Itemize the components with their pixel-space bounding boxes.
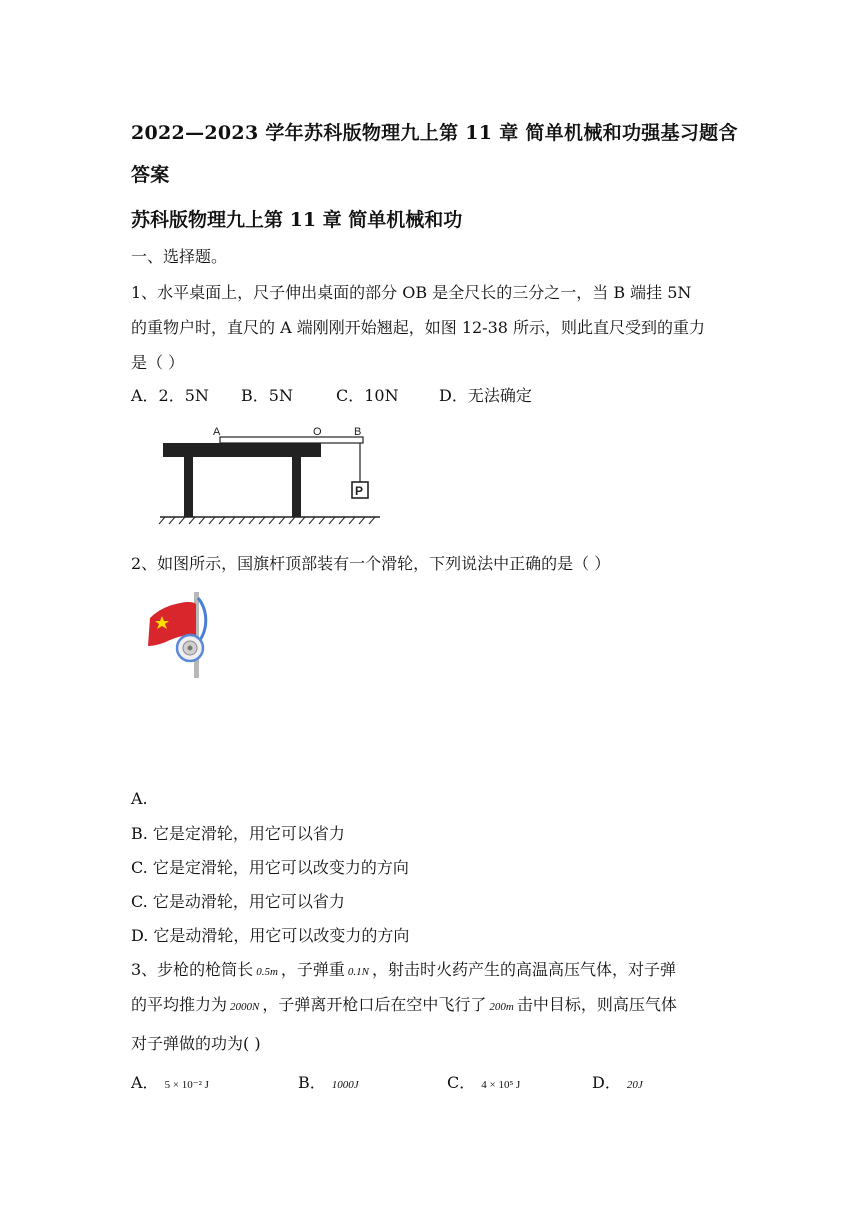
q1-option-b: B．5N [241,386,293,405]
rope-curve [198,598,206,640]
q3-text-5: ，子弹离开枪口后在空中飞行了 [262,995,487,1014]
q3-text-3: ，射击时火药产生的高温高压气体，对子弹 [372,960,677,979]
doc-title-line1: 2022—2023 学年苏科版物理九上第 11 章 简单机械和功强基习题含 [131,122,738,144]
q3-text-4: 的平均推力为 [131,995,228,1014]
ruler-shape [220,437,363,443]
q3-line3: 对子弹做的功为( ) [131,1034,261,1053]
q3-text-1: 3、步枪的枪筒长 [131,960,254,979]
ground-hatching [159,517,375,524]
q1-option-d: D．无法确定 [439,386,532,405]
q2-line1: 2、如图所示，国旗杆顶部装有一个滑轮，下列说法中正确的是（ ） [131,554,611,573]
point-a-label: A [213,426,221,438]
q1-lever-figure [155,422,385,528]
q3-option-a [131,1070,209,1093]
q2-option-c2: C. 它是动滑轮，用它可以省力 [131,892,345,911]
q2-option-c1: C. 它是定滑轮，用它可以改变力的方向 [131,858,409,877]
q3-option-b-value: 1000J [331,1079,359,1091]
q1-option-c: C．10N [336,386,399,405]
q3-option-a-label: A． [131,1073,159,1092]
q1-line3: 是（ ） [131,353,185,372]
q3-option-c-label: C． [447,1073,476,1092]
q3-bullet-weight: 0.1N [347,966,369,978]
q1-line2: 的重物户时，直尺的 A 端刚刚开始翘起，如图 12-38 所示，则此直尺受到的重力 [131,318,706,337]
q3-text-6: 击中目标，则高压气体 [516,995,677,1014]
q3-option-c [447,1070,520,1093]
q2-option-d: D. 它是动滑轮，用它可以改变力的方向 [131,926,410,945]
point-o-label: O [313,426,322,438]
q3-option-d-value: 20J [626,1079,643,1091]
q2-option-a: A. [131,789,148,808]
doc-title-line2: 答案 [131,164,170,186]
q2-option-b: B. 它是定滑轮，用它可以省力 [131,824,345,843]
doc-subtitle: 苏科版物理九上第 11 章 简单机械和功 [131,209,463,231]
q3-option-d [592,1070,643,1093]
point-b-label: B [354,426,362,438]
q3-option-d-label: D． [592,1073,621,1092]
table-leg-right [292,457,301,517]
table-top-shape [163,443,321,457]
q3-line2 [131,992,677,1015]
section-heading: 一、选择题。 [131,247,228,266]
q2-flagpole-figure [142,590,212,680]
q1-option-a: A．2．5N [131,386,209,405]
q3-option-c-value: 4 × 10⁵ J [481,1079,521,1091]
table-leg-left [184,457,193,517]
q3-line1 [131,957,676,980]
q3-push-force: 2000N [230,1001,260,1013]
q3-barrel-length: 0.5m [256,966,278,978]
q3-text-2: ，子弹重 [280,960,345,979]
q1-line1: 1、水平桌面上，尺子伸出桌面的部分 OB 是全尺长的三分之一，当 B 端挂 5N [131,283,692,302]
q3-option-b-label: B． [298,1073,326,1092]
q3-option-a-value: 5 × 10⁻² J [164,1079,209,1091]
q3-flight-distance: 200m [489,1001,514,1013]
weight-label: P [355,484,364,498]
q3-option-b [298,1070,359,1093]
